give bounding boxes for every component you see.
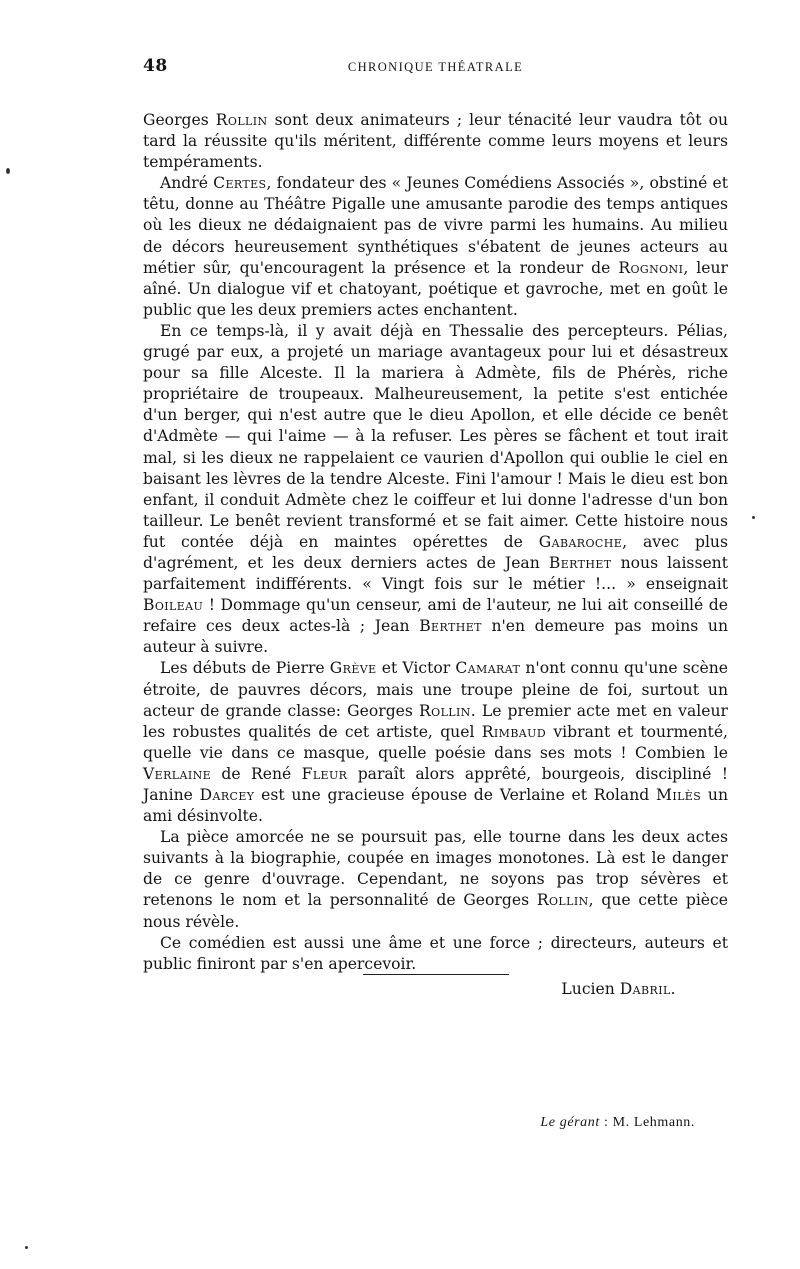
proper-name: Fleur <box>301 764 348 783</box>
proper-name: Rollin <box>419 701 471 720</box>
paragraph <box>143 933 728 975</box>
proper-name: Milès <box>655 786 702 804</box>
proper-name: Darcey <box>199 786 255 804</box>
paragraph <box>143 110 728 173</box>
publisher-line <box>540 1115 695 1131</box>
proper-name: Grève <box>329 659 377 678</box>
proper-name: Berthet <box>419 617 482 636</box>
closing-rule <box>363 974 509 975</box>
margin-speck <box>752 516 755 519</box>
author-first-name: Lucien <box>561 979 615 998</box>
text-run: , avec plus d'agrément, et les deux derniers actes de Jean <box>143 532 728 572</box>
paragraph <box>143 173 728 321</box>
running-title: CHRONIQUE THÉATRALE <box>347 60 524 74</box>
page-number: 48 <box>143 56 168 76</box>
text-run: En ce temps-là, il y avait déjà en Thessalie des percepteurs. Pélias, grugé par eux, a projeté un mariage avantageux pour lui et désastreux pour sa fille Alceste. Il la mariera à Admète, fils de Phérès, riche propriétaire de troupeaux. Malheureusement, la petite s'est entichée d'un berger, qui n'est autre que le dieu Apollon, et elle décide ce benêt d'Admète — qui l'aime — à la refuser. Les pères se fâchent et tout irait mal, si les dieux ne rappelaient ce vaurien d'Apollon qui oublie le ciel en baisant les lèvres de la tendre Alceste. Fini l'amour ! Mais le dieu est bon enfant, il conduit Admète chez le coiffeur et lui donne l'adresse d'un bon tailleur. Le benêt revient transformé et se fait aimer. Cette histoire nous fut contée déjà en maintes opérettes de <box>143 321 728 551</box>
text-run: La pièce amorcée ne se poursuit pas, elle tourne dans les deux actes suivants à la biographie, coupée en images monotones. Là est le danger de ce genre d'ouvrage. Cependant, ne soyons pas trop sévères et retenons le nom et la personnalité de Georges <box>143 828 728 910</box>
text-run: ! Dommage qu'un censeur, ami de l'auteur, ne lui ait conseillé de refaire ces deux actes-là ; Jean <box>143 596 728 636</box>
proper-name: Certes <box>213 174 267 193</box>
text-run: de René <box>211 764 302 783</box>
text-run: paraît alors apprêté, bourgeois, discipliné ! Janine <box>143 764 728 804</box>
proper-name: Berthet <box>548 553 612 572</box>
text-run: , leur aîné. Un dialogue vif et chatoyant, poétique et gavroche, met en goût le public que les deux premiers actes enchantent. <box>143 258 728 319</box>
text-run: André <box>160 174 214 193</box>
text-run: n'ont connu qu'une scène étroite, de pauvres décors, mais une troupe pleine de foi, surtout un acteur de grande classe: Georges <box>143 659 728 720</box>
page-header <box>143 56 728 80</box>
proper-name: Boileau <box>143 596 204 615</box>
gerant-label: Le gérant <box>540 1115 600 1130</box>
text-run: , fondateur des « Jeunes Comédiens Associés », obstiné et têtu, donne au Théâtre Pigalle une amusante parodie des temps antiques où les dieux ne dédaignaient pas de vivre parmi les humains. Au milieu de décors heureusement synthétiques s'ébatent de jeunes acteurs au métier sûr, qu'encouragent la présence et la rondeur de <box>143 174 728 277</box>
margin-speck <box>25 1246 28 1249</box>
proper-name: Rollin <box>215 111 268 129</box>
text-run: Les débuts de Pierre <box>160 659 330 678</box>
paragraph <box>143 321 728 659</box>
proper-name: Verlaine <box>143 764 212 783</box>
text-run: un ami désinvolte. <box>143 786 729 826</box>
author-surname: Dabril. <box>619 979 676 998</box>
text-run: nous laissent parfaitement indifférents. « Vingt fois sur le métier !... » enseignait <box>143 553 728 594</box>
paragraph <box>143 827 728 932</box>
proper-name: Rognoni <box>618 258 684 277</box>
gerant-name: : M. Lehmann. <box>603 1115 695 1130</box>
text-run: Georges <box>143 111 216 129</box>
margin-speck <box>6 168 10 174</box>
text-run: et Victor <box>376 659 456 678</box>
text-run: , que cette pièce nous révèle. <box>143 891 728 931</box>
paragraph <box>143 658 728 827</box>
proper-name: Gabaroche <box>538 532 623 551</box>
proper-name: Rimbaud <box>481 722 547 741</box>
author-signature <box>143 979 676 1000</box>
proper-name: Rollin <box>536 891 589 910</box>
article-body <box>143 110 728 1000</box>
text-run: sont deux animateurs ; leur ténacité leur vaudra tôt ou tard la réussite qu'ils méritent, différente comme leurs moyens et leurs tempéraments. <box>143 111 728 172</box>
text-run: n'en demeure pas moins un auteur à suivre. <box>143 617 728 657</box>
text-run: Ce comédien est aussi une âme et une force ; directeurs, auteurs et public finiront par s'en apercevoir. <box>143 933 728 973</box>
proper-name: Camarat <box>455 659 521 678</box>
text-run: est une gracieuse épouse de Verlaine et Roland <box>254 786 656 804</box>
text-run: vibrant et tourmenté, quelle vie dans ce masque, quelle poésie dans ses mots ! Combien le <box>143 722 729 762</box>
text-run: . Le premier acte met en valeur les robustes qualités de cet artiste, quel <box>143 701 728 741</box>
